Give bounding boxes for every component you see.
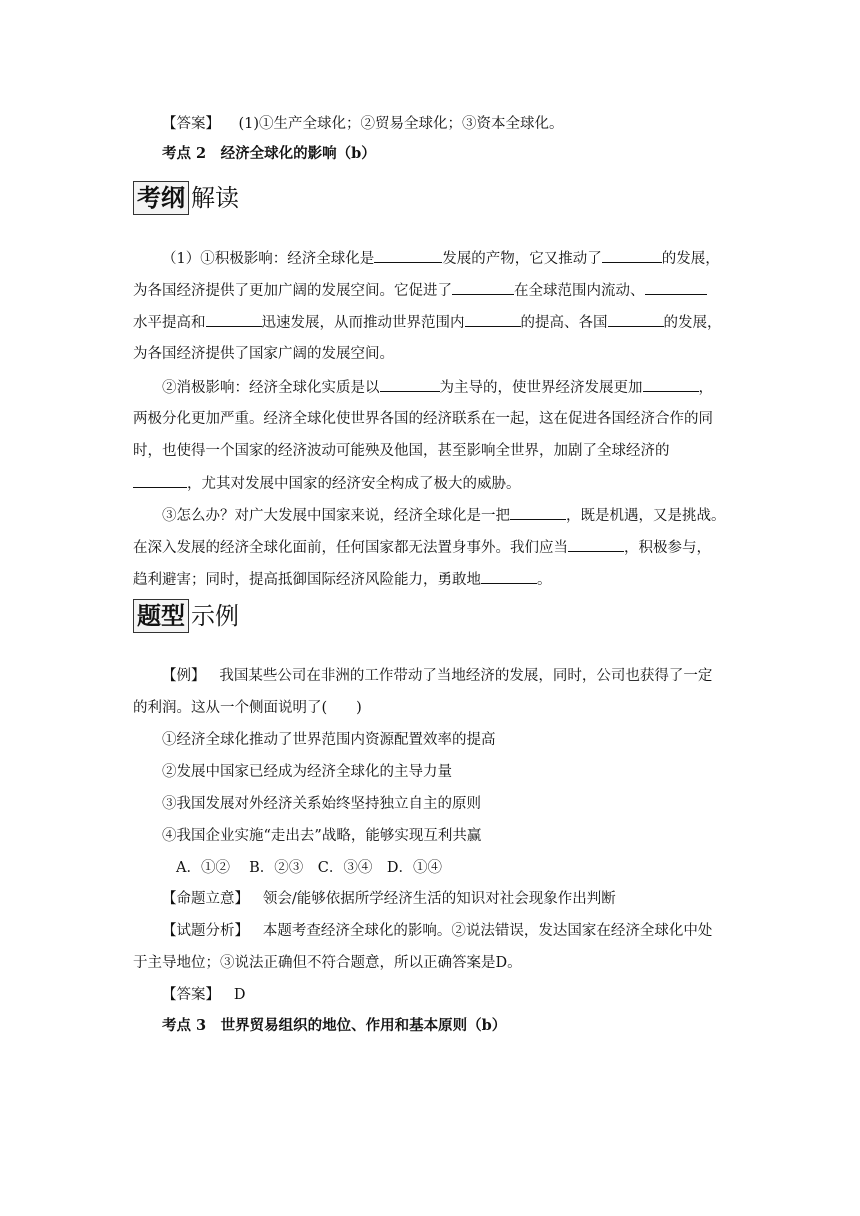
fill-blank [465,312,521,327]
example-label: 【例】 [162,668,206,684]
example-choices: A．①② B．②③ C．③④ D．①④ [176,860,442,876]
analysis-line-1 [162,921,712,941]
fill-blank [374,248,442,263]
p1-text: 在全球范围内流动、 [514,283,645,299]
fill-blank [602,248,662,263]
p2-text: ，尤其对发展中国家的经济安全构成了极大的威胁。 [187,476,521,492]
example-option-3: ③我国发展对外经济关系始终坚持独立自主的原则 [162,796,481,812]
p1-text: 的发展， [661,251,720,267]
p3-text: ③怎么办？对广大发展中国家来说，经济全球化是一把 [162,508,510,524]
p2-line-1 [162,377,713,398]
section-header-outline [133,181,239,215]
answer-label: 【答案】 [162,987,220,1003]
section-header-outline [133,599,239,633]
p3-text: 趋利避害；同时，提高抵御国际经济风险能力，勇敢地 [133,572,481,588]
p3-line-3 [133,569,552,590]
p2-line-4 [133,473,521,494]
intent-text: 领会/能够依据所学经济生活的知识对社会现象作出判断 [262,891,616,907]
section-header-boxed: 题型 [133,599,189,633]
fill-blank [643,377,699,392]
p1-text: （1）①积极影响：经济全球化是 [162,251,375,267]
p1-line-2 [133,280,707,301]
fill-blank [645,280,707,295]
analysis-text: 本题考查经济全球化的影响。②说法错误，发达国家在经济全球化中处 [262,923,713,939]
section-header-boxed: 考纲 [133,181,189,215]
p1-text: 的发展， [663,315,722,331]
fill-blank [568,537,624,552]
p2-text: 为主导的，使世界经济发展更加 [439,380,643,396]
intent-line [162,889,616,909]
fill-blank [510,505,566,520]
point-3-title: 考点 3 世界贸易组织的地位、作用和基本原则（b） [162,1017,507,1034]
fill-blank [481,569,537,584]
example-option-1: ①经济全球化推动了世界范围内资源配置效率的提高 [162,732,496,748]
section-header-rest: 示例 [191,602,239,630]
analysis-line-2: 于主导地位；③说法正确但不符合题意，所以正确答案是D。 [133,955,522,971]
p2-line-2: 两极分化更加严重。经济全球化使世界各国的经济联系在一起，这在促进各国经济合作的同 [133,411,713,427]
point-2-title: 考点 2 经济全球化的影响（b） [162,145,376,162]
p3-line-1 [162,505,726,526]
p2-text: ②消极影响：经济全球化实质是以 [162,380,380,396]
fill-blank [608,312,664,327]
answer-line-1 [162,114,563,134]
example-line-2: 的利润。这从一个侧面说明了( ) [133,700,362,716]
p2-line-3: 时，也使得一个国家的经济波动可能殃及他国，甚至影响全世界，加剧了全球经济的 [133,443,670,459]
p3-text: ，积极参与， [624,540,711,556]
fill-blank [380,377,440,392]
fill-blank [452,280,514,295]
p1-line-3 [133,312,722,333]
p3-text: 。 [537,572,552,588]
p1-text: 水平提高和 [133,315,206,331]
section-header-rest: 解读 [191,184,239,212]
p1-text: 为各国经济提供了更加广阔的发展空间。它促进了 [133,283,452,299]
p1-line-4: 为各国经济提供了国家广阔的发展空间。 [133,346,394,362]
fill-blank [133,473,187,488]
analysis-label: 【试题分析】 [162,923,249,939]
intent-label: 【命题立意】 [162,891,249,907]
example-option-4: ④我国企业实施“走出去”战略，能够实现互利共赢 [162,828,482,844]
p1-line-1 [162,248,720,269]
fill-blank [206,312,262,327]
answer-line-2 [162,985,245,1005]
example-option-2: ②发展中国家已经成为经济全球化的主导力量 [162,764,452,780]
p1-text: 迅速发展，从而推动世界范围内 [261,315,465,331]
answer-label: 【答案】 [162,116,220,132]
p3-text: 在深入发展的经济全球化面前，任何国家都无法置身事外。我们应当 [133,540,568,556]
p2-text: ， [698,380,713,396]
answer-text: D [233,987,246,1003]
p1-text: 的提高、各国 [520,315,608,331]
example-text: 我国某些公司在非洲的工作带动了当地经济的发展，同时，公司也获得了一定 [219,668,713,684]
answer-text: (1)①生产全球化；②贸易全球化；③资本全球化。 [238,116,564,132]
example-line-1 [162,666,712,686]
p3-text: ，既是机遇，又是挑战。 [566,508,726,524]
p3-line-2 [133,537,711,558]
p1-text: 发展的产物，它又推动了 [442,251,602,267]
